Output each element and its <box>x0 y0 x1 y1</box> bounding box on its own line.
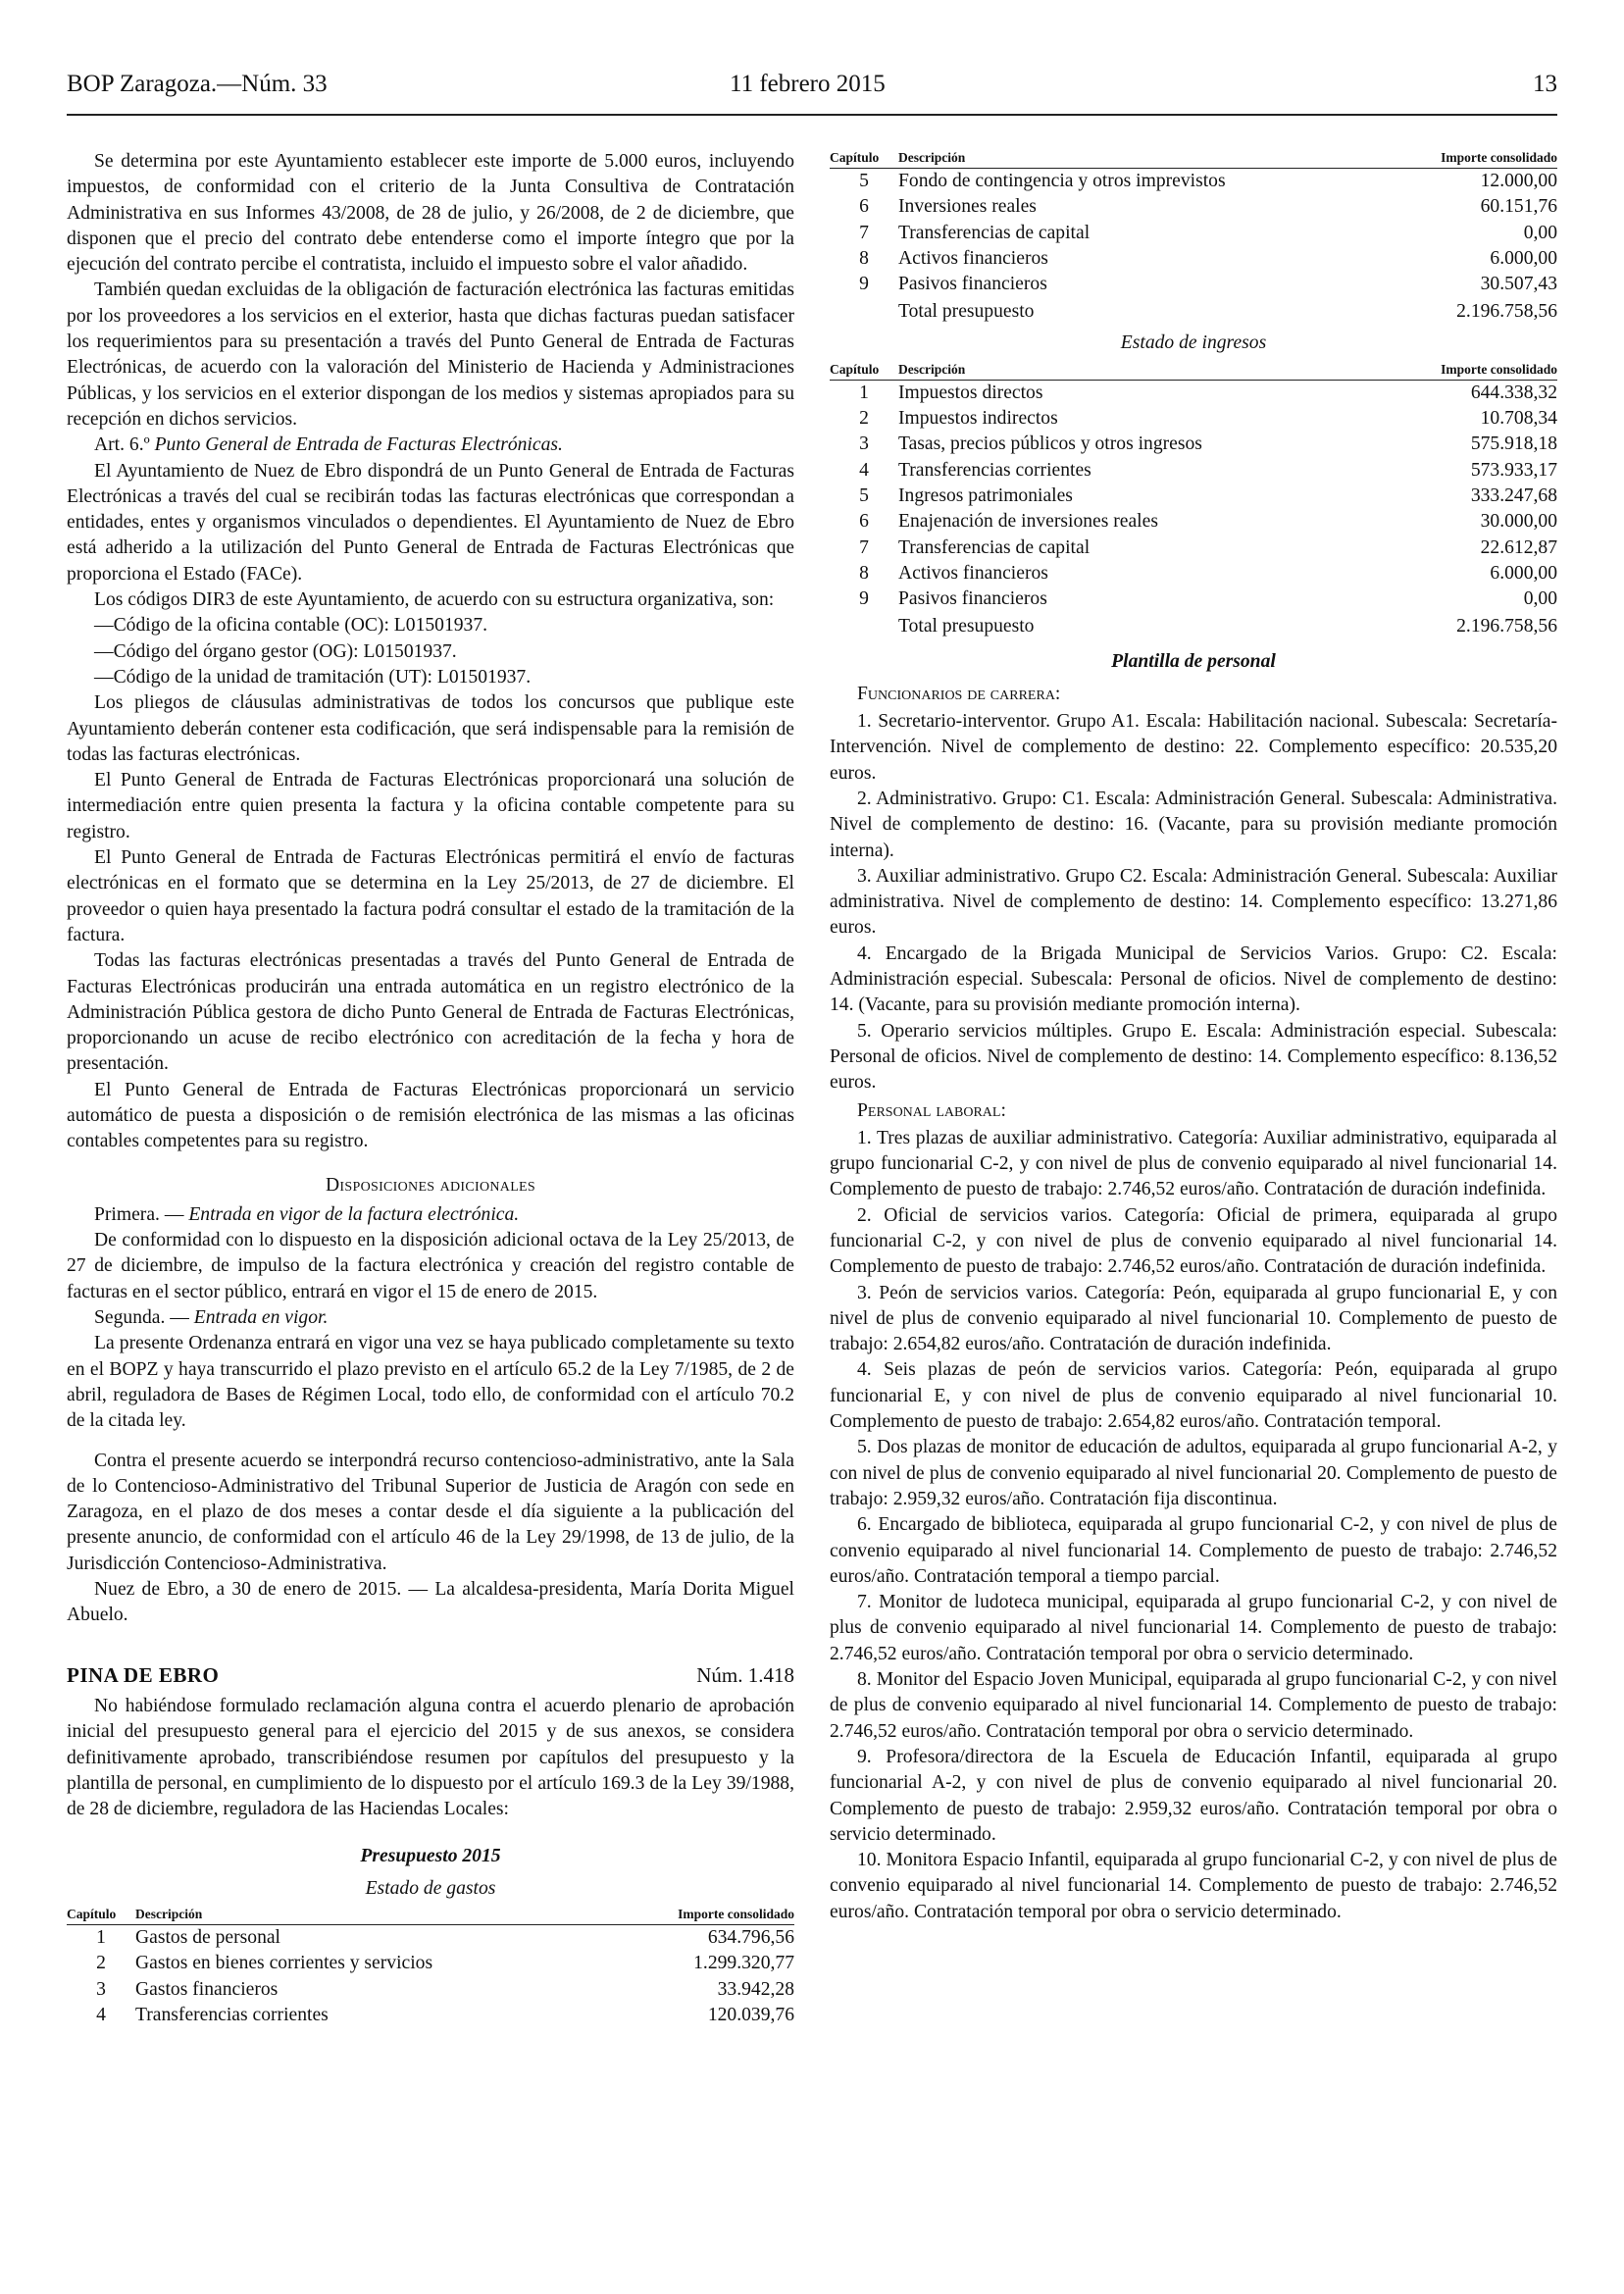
article-number: Art. 6.º <box>94 434 155 456</box>
chapter-cell: 3 <box>96 1978 106 2000</box>
amount-cell: 60.151,76 <box>1480 196 1557 218</box>
description-cell: Inversiones reales <box>898 196 1037 218</box>
paragraph: El Punto General de Entrada de Facturas Electrónicas proporcionará un servicio automático de puesta a disposición o de remisión electrónica de las mismas a las oficinas contables competentes para su registro. <box>67 1079 794 1152</box>
table-row <box>830 406 1557 432</box>
column-header: Descripción <box>898 149 1384 169</box>
amount-cell: 30.000,00 <box>1480 511 1557 533</box>
staff-title: Plantilla de personal <box>1111 651 1276 673</box>
amount-cell: 10.708,34 <box>1480 408 1557 430</box>
staff-entry: 4. Seis plazas de peón de servicios varios. Categoría: Peón, equiparada al grupo funcionarial E, y con nivel de plus de convenio equiparado al nivel funcionarial 10. Complemento de puesto de trabajo: 2.654,82 euros/año. Contratación temporal. <box>830 1359 1557 1433</box>
provision-heading <box>67 1202 794 1228</box>
paragraph: También quedan excluidas de la obligación de facturación electrónica las facturas emitidas por los proveedores a los servicios en el exterior, hasta que dichas facturas puedan satisfacer los requerimientos para su presentación a través del Punto General de Entrada de Facturas Electrónicas, de acuerdo con la valoración del Ministerio de Hacienda y Administraciones Públicas, y los servicios en el exterior dispongan de los medios y sistemas apropiados para su recepción en dichos servicios. <box>67 280 794 430</box>
amount-cell: 0,00 <box>1523 222 1557 243</box>
staff-entry: 8. Monitor del Espacio Joven Municipal, equiparada al grupo funcionarial C-2, y con nivel de plus de convenio equiparado al nivel funcionarial 14. Complemento de puesto de trabajo: 2.746,52 euros/año. Contratación temporal por obra o servicio determinado. <box>830 1669 1557 1742</box>
paragraph: Los pliegos de cláusulas administrativas de todos los concursos que publique este Ayuntamiento deberán contener esta codificación, que será indispensable para la remisión de todas las facturas electrónicas. <box>67 692 794 765</box>
description-cell: Tasas, precios públicos y otros ingresos <box>898 433 1202 455</box>
amount-cell: 644.338,32 <box>1470 382 1557 403</box>
description-cell: Transferencias de capital <box>898 536 1091 558</box>
staff-entry: 2. Oficial de servicios varios. Categoría: Oficial de primera, equiparada al grupo funcionarial C-2, y con nivel de plus de convenio equiparado al nivel funcionarial 14. Complemento de puesto de trabajo: 2.746,52 euros/año. Contratación de duración indefinida. <box>830 1204 1557 1278</box>
column-header: Capítulo <box>830 361 898 381</box>
column-header: Importe consolidado <box>1375 361 1557 381</box>
income-table <box>830 361 1557 642</box>
column-header: Descripción <box>135 1906 609 1925</box>
description-cell: Activos financieros <box>898 247 1048 269</box>
section-title: Disposiciones adicionales <box>325 1174 535 1196</box>
paragraph: El Punto General de Entrada de Facturas Electrónicas proporcionará una solución de intermediación entre quien presenta la factura y la oficina contable competente para su registro. <box>67 770 794 842</box>
chapter-cell: 9 <box>859 274 869 295</box>
page-header <box>67 71 1557 116</box>
chapter-cell: 1 <box>859 382 869 403</box>
table-row <box>830 194 1557 220</box>
chapter-cell: 2 <box>859 408 869 430</box>
paragraph: El Punto General de Entrada de Facturas Electrónicas permitirá el envío de facturas electrónicas en el formato que se determina en la Ley 25/2013, de 27 de diciembre. El proveedor o quien haya presentado la factura podrá consultar el estado de la tramitación de la factura. <box>67 847 794 945</box>
table-row <box>830 380 1557 406</box>
amount-cell: 30.507,43 <box>1480 274 1557 295</box>
staff-entry: 10. Monitora Espacio Infantil, equiparada al grupo funcionarial C-2, y con nivel de plus de convenio equiparado al nivel funcionarial 14. Complemento de puesto de trabajo: 2.746,52 euros/año. Contratación temporal por obra o servicio determinado. <box>830 1850 1557 1922</box>
total-label: Total presupuesto <box>898 301 1035 323</box>
column-header: Descripción <box>898 361 1375 381</box>
description-cell: Gastos en bienes corrientes y servicios <box>135 1953 433 1974</box>
amount-cell: 573.933,17 <box>1470 459 1557 481</box>
amount-cell: 634.796,56 <box>707 1927 794 1948</box>
table-row <box>830 432 1557 457</box>
description-cell: Gastos financieros <box>135 1978 279 2000</box>
chapter-cell: 4 <box>96 2004 106 2025</box>
description-cell: Impuestos indirectos <box>898 408 1058 430</box>
chapter-cell: 6 <box>859 511 869 533</box>
total-row <box>830 297 1557 327</box>
provision-title: Entrada en vigor de la factura electrónica. <box>188 1203 520 1225</box>
staff-entry: 6. Encargado de biblioteca, equiparada al grupo funcionarial C-2, y con nivel de plus de convenio equiparado al nivel funcionarial 14. Complemento de puesto de trabajo: 2.746,52 euros/año. Contratación temporal a tiempo parcial. <box>830 1514 1557 1587</box>
table-row <box>830 169 1557 195</box>
article-title: Punto General de Entrada de Facturas Electrónicas. <box>154 434 563 456</box>
table-row <box>830 509 1557 535</box>
table-row <box>830 586 1557 612</box>
paragraph: No habiéndose formulado reclamación alguna contra el acuerdo plenario de aprobación inicial del presupuesto general para el ejercicio del 2015 y de sus anexos, se considera definitivamente aprobado, transcribiéndose resumen por capítulos del presupuesto y la plantilla de personal, en cumplimiento de lo dispuesto por el artículo 169.3 de la Ley 39/1988, de 28 de diciembre, reguladora de las Haciendas Locales: <box>67 1695 794 1820</box>
chapter-cell: 6 <box>859 196 869 218</box>
description-cell: Pasivos financieros <box>898 588 1047 610</box>
staff-entry: 4. Encargado de la Brigada Municipal de Servicios Varios. Grupo: C2. Escala: Administración especial. Subescala: Personal de oficios. Nivel de complemento de destino: 14. (Vacante, para su provisión mediante promoción interna). <box>830 943 1557 1016</box>
chapter-cell: 3 <box>859 433 869 455</box>
chapter-cell: 1 <box>96 1927 106 1948</box>
staff-entry: 3. Auxiliar administrativo. Grupo C2. Escala: Administración General. Subescala: Auxiliar administrativa. Nivel de complemento de destino: 14. Complemento específico: 13.271,86 euros. <box>830 865 1557 939</box>
expenses-title: Estado de gastos <box>365 1877 496 1899</box>
staff-entry: 5. Dos plazas de monitor de educación de adultos, equiparada al grupo funcionarial A-2, y con nivel de plus de convenio equiparado al nivel funcionarial 20. Complemento de puesto de trabajo: 2.959,32 euros/año. Contratación fija discontinua. <box>830 1437 1557 1509</box>
labor-staff-list <box>830 1126 1557 1925</box>
total-amount: 2.196.758,56 <box>1456 616 1557 637</box>
description-cell: Ingresos patrimoniales <box>898 484 1073 506</box>
paragraph: La presente Ordenanza entrará en vigor una vez se haya publicado completamente su texto en el BOPZ y haya transcurrido el plazo previsto en el artículo 65.2 de la Ley 7/1985, de 2 de abril, reguladora de Bases de Régimen Local, todo ello, de conformidad con el artículo 70.2 de la citada ley. <box>67 1333 794 1432</box>
amount-cell: 12.000,00 <box>1480 171 1557 191</box>
article-heading <box>67 433 794 458</box>
table-row <box>67 1925 794 1952</box>
paragraph: Contra el presente acuerdo se interpondrá recurso contencioso-administrativo, ante la Sala de lo Contencioso-Administrativo del Tribunal Superior de Justicia de Aragón con sede en Zaragoza, en el plazo de dos meses a contar desde el día siguiente a la publicación del presente anuncio, de conformidad con el artículo 46 de la Ley 29/1998, de 13 de julio, de la Jurisdicción Contencioso-Administrativa. <box>67 1450 794 1574</box>
staff-entry: 3. Peón de servicios varios. Categoría: Peón, equiparada al grupo funcionarial E, y con nivel de plus de convenio equiparado al nivel funcionarial 10. Complemento de puesto de trabajo: 2.654,82 euros/año. Contratación de duración indefinida. <box>830 1282 1557 1355</box>
table-row <box>67 2003 794 2028</box>
description-cell: Fondo de contingencia y otros imprevistos <box>898 171 1226 191</box>
chapter-cell: 7 <box>859 536 869 558</box>
chapter-cell: 5 <box>859 171 869 191</box>
chapter-cell: 8 <box>859 562 869 584</box>
signature-paragraph: Nuez de Ebro, a 30 de enero de 2015. — La alcaldesa-presidenta, María Dorita Miguel Abuelo. <box>67 1579 794 1626</box>
paragraph: Se determina por este Ayuntamiento establecer este importe de 5.000 euros, incluyendo impuestos, de conformidad con el criterio de la Junta Consultiva de Contratación Administrativa en sus Informes 43/2008, de 28 de julio, y 26/2008, de 2 de diciembre, que disponen que el precio del contrato debe entenderse como el importe íntegro que por la ejecución del contrato percibe el contratista, incluido el impuesto sobre el valor añadido. <box>67 151 794 276</box>
provision-label: Primera. — <box>94 1203 189 1225</box>
announcement-number: Núm. 1.418 <box>696 1662 794 1687</box>
amount-cell: 0,00 <box>1523 588 1557 610</box>
staff-entry: 7. Monitor de ludoteca municipal, equiparada al grupo funcionarial C-2, y con nivel de plus de convenio equiparado al nivel funcionarial 14. Complemento de puesto de trabajo: 2.746,52 euros/año. Contratación temporal por obra o servicio determinado. <box>830 1592 1557 1664</box>
table-row <box>830 272 1557 297</box>
page-number: 13 <box>1533 71 1557 97</box>
description-cell: Transferencias corrientes <box>898 459 1091 481</box>
description-cell: Activos financieros <box>898 562 1048 584</box>
civil-servants-list <box>830 709 1557 1096</box>
provision-label: Segunda. — <box>94 1307 194 1329</box>
table-row <box>830 561 1557 586</box>
description-cell: Impuestos directos <box>898 382 1043 403</box>
staff-entry: 9. Profesora/directora de la Escuela de Educación Infantil, equiparada al grupo funcionarial A-2, y con nivel de plus de convenio equiparado al nivel funcionarial 20. Complemento de puesto de trabajo: 2.959,32 euros/año. Contratación temporal por obra o servicio determinado. <box>830 1746 1557 1845</box>
staff-entry: 1. Secretario-interventor. Grupo A1. Escala: Habilitación nacional. Subescala: Secretaría-Intervención. Nivel de complemento de destino: 22. Complemento específico: 20.535,20 euros. <box>830 711 1557 784</box>
right-column <box>830 149 1557 1925</box>
amount-cell: 6.000,00 <box>1490 247 1557 269</box>
table-row <box>830 484 1557 509</box>
code-line: —Código de la unidad de tramitación (UT): L01501937. <box>94 666 532 688</box>
table-row <box>830 458 1557 484</box>
budget-title: Presupuesto 2015 <box>360 1846 501 1867</box>
column-header: Importe consolidado <box>609 1906 794 1925</box>
total-row <box>830 612 1557 641</box>
amount-cell: 575.918,18 <box>1470 433 1557 455</box>
amount-cell: 333.247,68 <box>1470 484 1557 506</box>
expenses-table-part1 <box>67 1906 794 2028</box>
amount-cell: 1.299.320,77 <box>693 1953 794 1974</box>
issue-date: 11 febrero 2015 <box>730 71 886 97</box>
expenses-table-part2 <box>830 149 1557 327</box>
provision-heading <box>67 1305 794 1331</box>
table-row <box>67 1951 794 1976</box>
staff-entry: 5. Operario servicios múltiples. Grupo E. Escala: Administración especial. Subescala: Personal de oficios. Nivel de complemento de destino: 14. Complemento específico: 8.136,52 euros. <box>830 1020 1557 1094</box>
paragraph: Los códigos DIR3 de este Ayuntamiento, de acuerdo con su estructura organizativa, son: <box>94 589 775 611</box>
total-amount: 2.196.758,56 <box>1456 301 1557 323</box>
column-header: Importe consolidado <box>1384 149 1557 169</box>
amount-cell: 6.000,00 <box>1490 562 1557 584</box>
code-line: —Código de la oficina contable (OC): L01501937. <box>94 615 488 637</box>
municipality-heading <box>67 1662 794 1688</box>
paragraph: De conformidad con lo dispuesto en la disposición adicional octava de la Ley 25/2013, de 27 de diciembre, de impulso de la factura electrónica y creación del registro contable de facturas en el sector público, entrará en vigor el 15 de enero de 2015. <box>67 1230 794 1302</box>
staff-entry: 2. Administrativo. Grupo: C1. Escala: Administración General. Subescala: Administrativa. Nivel de complemento de destino: 16. (Vacante, para su provisión mediante promoción interna). <box>830 788 1557 861</box>
amount-cell: 120.039,76 <box>707 2004 794 2025</box>
amount-cell: 22.612,87 <box>1480 536 1557 558</box>
chapter-cell: 8 <box>859 247 869 269</box>
paragraph: Todas las facturas electrónicas presentadas a través del Punto General de Entrada de Facturas Electrónicas producirán una entrada automática en un registro electrónico de la Administración Pública gestora de dicho Punto General de Entrada de Facturas Electrónicas, proporcionando un acuse de recibo electrónico con acreditación de la fecha y hora de presentación. <box>67 950 794 1075</box>
table-row <box>830 221 1557 246</box>
description-cell: Enajenación de inversiones reales <box>898 511 1158 533</box>
paragraph: El Ayuntamiento de Nuez de Ebro dispondrá de un Punto General de Entrada de Facturas Electrónicas a través del cual se recibirán todas las facturas electrónicas que correspondan a entidades, entes y organismos vinculados o dependientes. El Ayuntamiento de Nuez de Ebro está adherido a la utilización del Punto General de Entrada de Facturas Electrónicas que proporciona el Estado (FACe). <box>67 460 794 585</box>
description-cell: Pasivos financieros <box>898 274 1047 295</box>
labor-staff-heading: Personal laboral: <box>857 1099 1006 1121</box>
left-column <box>67 149 794 2028</box>
table-row <box>830 246 1557 272</box>
staff-entry: 1. Tres plazas de auxiliar administrativo. Categoría: Auxiliar administrativo, equiparada al grupo funcionarial C-2, y con nivel de plus de convenio equiparado al nivel funcionarial 14. Complemento de puesto de trabajo: 2.746,52 euros/año. Contratación de duración indefinida. <box>830 1127 1557 1200</box>
civil-servants-heading: Funcionarios de carrera: <box>857 683 1061 704</box>
column-header: Capítulo <box>830 149 898 169</box>
description-cell: Transferencias corrientes <box>135 2004 329 2025</box>
code-line: —Código del órgano gestor (OG): L01501937. <box>94 640 457 662</box>
provision-title: Entrada en vigor. <box>193 1307 329 1329</box>
chapter-cell: 9 <box>859 588 869 610</box>
total-label: Total presupuesto <box>898 616 1035 637</box>
column-header: Capítulo <box>67 1906 135 1925</box>
municipality-name: PINA DE EBRO <box>67 1662 220 1687</box>
amount-cell: 33.942,28 <box>717 1978 794 2000</box>
bulletin-title: BOP Zaragoza.—Núm. 33 <box>67 71 328 97</box>
table-row <box>830 535 1557 561</box>
chapter-cell: 4 <box>859 459 869 481</box>
income-title: Estado de ingresos <box>1120 332 1267 354</box>
description-cell: Transferencias de capital <box>898 222 1091 243</box>
description-cell: Gastos de personal <box>135 1927 281 1948</box>
table-row <box>67 1977 794 2003</box>
chapter-cell: 2 <box>96 1953 106 1974</box>
chapter-cell: 5 <box>859 484 869 506</box>
chapter-cell: 7 <box>859 222 869 243</box>
